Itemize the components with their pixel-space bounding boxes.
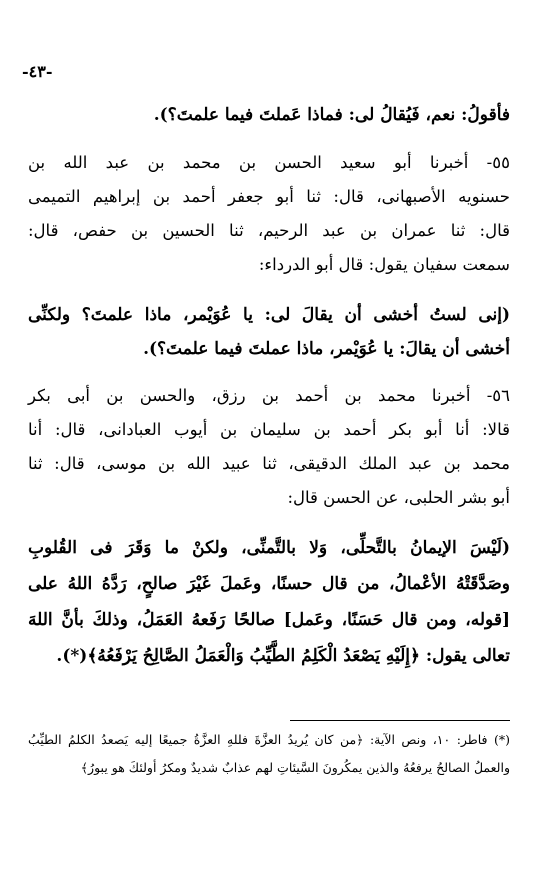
text-line-14: [قوله، ومن قال حَسَنًا، وعَمل] صالحًا رَفَعهُ العَمَلُ، وذلكَ بأنَّ اللهَ [28, 610, 510, 630]
text-line-6: (إنى لستُ أخشى أن يقالَ لى: يا عُوَيْمر، ماذا علمتَ؟ ولكنِّى [28, 305, 510, 325]
text-line-9: قالا: أنا أبو بكر أحمد بن سليمان بن أيوب العبادانى، قال: أنا [28, 420, 510, 439]
text-line-12: (لَيْسَ الإيمانُ بالتَّحلِّى، وَلا بالتَّمنِّى، ولكنْ ما وَقَرَ فى القُلوبِ [28, 538, 510, 558]
page-number: -٤٣- [22, 62, 53, 81]
text-line-10: محمد بن عبد الملك الدقيقى، ثنا عبيد الله بن موسى، قال: ثنا [28, 454, 510, 473]
footnote-divider [290, 720, 510, 721]
text-line-13: وصَدَّقَتْهُ الأعْمالُ، من قال حسنًا، وعَملَ غَيْرَ صالحٍ، رَدَّهُ اللهُ على [28, 574, 510, 594]
text-line-8: ٥٦- أخبرنا محمد بن أحمد بن رزق، والحسن بن أبى بكر [28, 386, 510, 405]
text-line-1: فأقولُ: نعم، فَيُقالُ لى: فماذا عَملتَ فيما علمتَ؟). [153, 105, 510, 125]
text-line-7: أخشى أن يقالَ: يا عُوَيْمر، ماذا عملتَ فيما علمتَ؟). [143, 339, 510, 359]
text-line-2: ٥٥- أخبرنا أبو سعيد الحسن بن محمد بن عبد الله بن [28, 153, 510, 172]
text-line-11: أبو بشر الحلبى، عن الحسن قال: [287, 488, 510, 507]
text-line-3: حسنويه الأصبهانى، قال: ثنا أبو جعفر أحمد بن إبراهيم التميمى [28, 187, 510, 206]
footnote-line-2: والعملُ الصالحُ يرفعُهُ والذين يمكُرونَ السَّيئاتِ لهم عذابٌ شديدٌ ومكرُ أولئكَ هو يبورُ﴾ [80, 760, 510, 775]
text-line-15: تعالى يقول: ﴿إِلَيْهِ يَصْعَدُ الْكَلِمُ الطَّيِّبُ وَالْعَمَلُ الصَّالِحُ يَرْفَعُهُ﴾(*). [56, 646, 510, 666]
footnote-line-1: (*) فاطر: ١٠، ونص الآية: ﴿من كان يُريدُ العزَّةَ فللهِ العزَّةُ جميعًا إليه يَصعدُ الكلمُ الطيِّبُ [28, 732, 511, 747]
text-line-4: قال: ثنا عمران بن عبد الرحيم، ثنا الحسين بن حفص، قال: [28, 221, 510, 240]
text-line-5: سمعت سفيان يقول: قال أبو الدرداء: [258, 255, 510, 274]
